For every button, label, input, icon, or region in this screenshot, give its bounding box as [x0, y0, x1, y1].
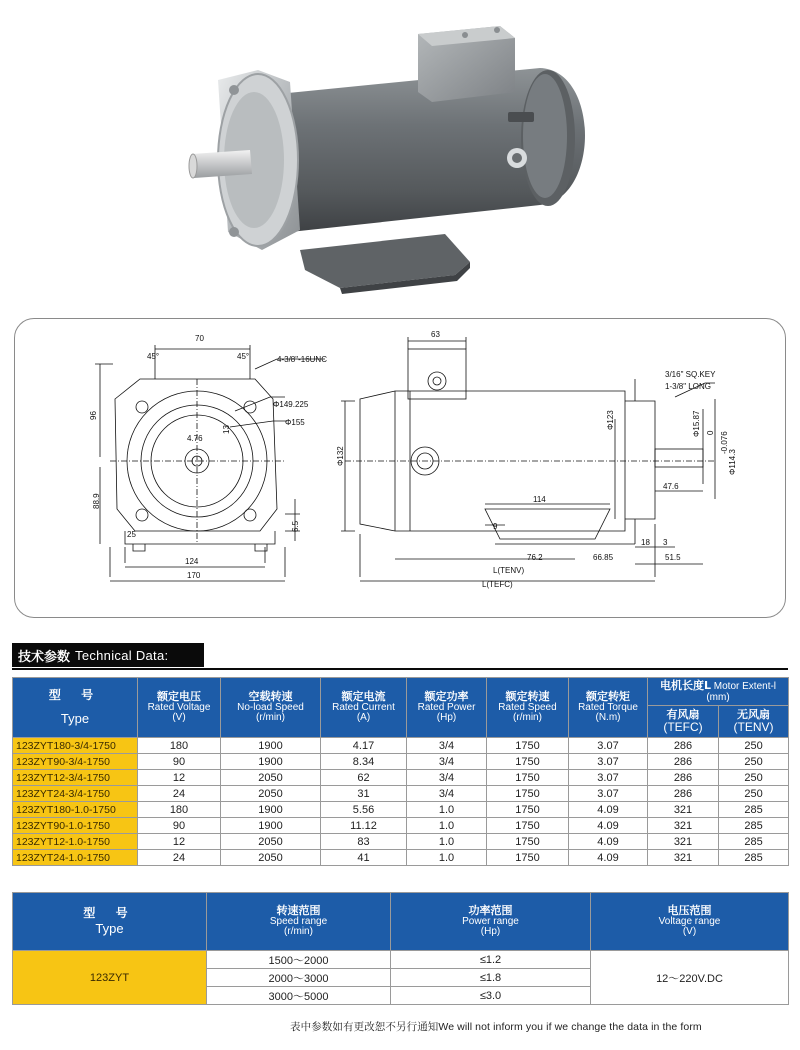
range-power-cell: ≤1.8: [391, 969, 591, 987]
section-divider: [12, 668, 788, 670]
cell-model: 123ZYT12-3/4-1750: [13, 770, 138, 786]
cell-rated-current: 31: [321, 786, 407, 802]
cell-length-tefc: 321: [648, 818, 719, 834]
dim-4-76: 4.76: [187, 434, 203, 443]
dim-25: 25: [127, 530, 136, 539]
range-speed-cell: 2000～3000: [207, 969, 391, 987]
cell-rated-torque: 4.09: [569, 818, 648, 834]
cell-rated-current: 41: [321, 850, 407, 866]
cell-length-tefc: 286: [648, 754, 719, 770]
table-row: [13, 786, 789, 802]
cell-rated-voltage: 24: [138, 786, 221, 802]
cell-rated-speed: 1750: [487, 834, 569, 850]
dim-114: 114: [533, 495, 546, 504]
cell-rated-speed: 1750: [487, 786, 569, 802]
cell-rated-power: 3/4: [407, 738, 487, 754]
cell-model: 123ZYT24-3/4-1750: [13, 786, 138, 802]
dim-124: 124: [185, 557, 199, 566]
cell-length-tenv: 250: [719, 770, 789, 786]
cell-noload-speed: 1900: [221, 754, 321, 770]
dim-63: 63: [431, 330, 440, 339]
dim-phi-155: Φ155: [285, 418, 305, 427]
dim-phi-149: Φ149.225: [273, 400, 309, 409]
cell-noload-speed: 1900: [221, 802, 321, 818]
cell-length-tenv: 285: [719, 802, 789, 818]
cell-rated-current: 62: [321, 770, 407, 786]
cell-length-tefc: 321: [648, 802, 719, 818]
cell-noload-speed: 1900: [221, 818, 321, 834]
cell-rated-speed: 1750: [487, 770, 569, 786]
dim-76-2: 76.2: [527, 553, 543, 562]
table-row: [13, 818, 789, 834]
dim-88-9: 88.9: [92, 493, 101, 509]
dim-l-tenv: L(TENV): [493, 566, 525, 575]
footnote-cn: 表中参数如有更改恕不另行通知: [290, 1021, 439, 1033]
cell-rated-current: 5.56: [321, 802, 407, 818]
range-header-power: 功率范围 Power range (Hp): [391, 893, 591, 951]
header-tefc: 有风扇 (TEFC): [648, 706, 719, 738]
dimension-drawing: [15, 319, 787, 619]
table-row: [13, 754, 789, 770]
cell-noload-speed: 2050: [221, 850, 321, 866]
cell-length-tenv: 285: [719, 834, 789, 850]
cell-rated-voltage: 90: [138, 754, 221, 770]
cell-noload-speed: 2050: [221, 786, 321, 802]
table-row: [13, 802, 789, 818]
dim-angle-right: 45°: [237, 352, 250, 361]
cell-model: 123ZYT24-1.0-1750: [13, 850, 138, 866]
cell-rated-torque: 4.09: [569, 834, 648, 850]
cell-rated-voltage: 180: [138, 802, 221, 818]
dim-phi-15-87: Φ15.87: [692, 410, 701, 437]
cell-rated-torque: 4.09: [569, 850, 648, 866]
cell-rated-voltage: 24: [138, 850, 221, 866]
dim-thread: 4-3/8"-16UNC: [277, 355, 327, 364]
dim-9: 9: [493, 522, 498, 531]
header-rated-torque: 额定转矩 Rated Torque (N.m): [569, 678, 648, 738]
cell-rated-current: 8.34: [321, 754, 407, 770]
dim-key: 3/16" SQ.KEY: [665, 370, 716, 379]
cell-length-tenv: 285: [719, 850, 789, 866]
dim-51-5: 51.5: [665, 553, 681, 562]
header-rated-current: 额定电流 Rated Current (A): [321, 678, 407, 738]
header-motor-extent: 电机长度L Motor Extent-l (mm): [648, 678, 789, 706]
table-row: [13, 834, 789, 850]
cell-length-tefc: 286: [648, 738, 719, 754]
cell-noload-speed: 1900: [221, 738, 321, 754]
cell-rated-torque: 3.07: [569, 738, 648, 754]
cell-rated-torque: 3.07: [569, 786, 648, 802]
cell-length-tenv: 250: [719, 738, 789, 754]
cell-rated-voltage: 180: [138, 738, 221, 754]
dim-96: 96: [89, 411, 98, 420]
cell-model: 123ZYT180-1.0-1750: [13, 802, 138, 818]
dim-l-tefc: L(TEFC): [482, 580, 513, 589]
footnote-en: We will not inform you if we change the data in the form: [438, 1021, 702, 1033]
dim-3: 3: [663, 538, 668, 547]
range-table: [12, 892, 789, 1005]
cell-noload-speed: 2050: [221, 770, 321, 786]
cell-rated-power: 3/4: [407, 754, 487, 770]
motor-photo: [0, 0, 800, 305]
cell-length-tefc: 286: [648, 786, 719, 802]
dim-6-5: 6.5: [291, 520, 300, 532]
header-noload-speed: 空载转速 No-load Speed (r/min): [221, 678, 321, 738]
cell-rated-power: 1.0: [407, 818, 487, 834]
technical-data-table: [12, 677, 789, 866]
dim-phi-114-3: Φ114.3: [728, 449, 737, 475]
section-title-cn: 技术参数: [18, 649, 71, 665]
cell-rated-torque: 3.07: [569, 770, 648, 786]
cell-rated-current: 83: [321, 834, 407, 850]
cell-length-tefc: 321: [648, 850, 719, 866]
cell-rated-power: 3/4: [407, 786, 487, 802]
dim-phi-132: Φ132: [336, 446, 345, 466]
dim-tol: -0.076: [720, 431, 729, 454]
dim-phi-123: Φ123: [606, 410, 615, 430]
cell-length-tenv: 250: [719, 786, 789, 802]
cell-length-tefc: 321: [648, 834, 719, 850]
range-header-voltage: 电压范围 Voltage range (V): [591, 893, 789, 951]
range-model: 123ZYT: [13, 951, 207, 1005]
range-header-speed: 转速范围 Speed range (r/min): [207, 893, 391, 951]
range-header-type: 型 号 Type: [13, 893, 207, 951]
dim-170: 170: [187, 571, 201, 580]
cell-rated-power: 1.0: [407, 802, 487, 818]
range-power-cell: ≤1.2: [391, 951, 591, 969]
dim-key-long: 1-3/8" LONG: [665, 382, 711, 391]
cell-rated-power: 3/4: [407, 770, 487, 786]
cell-model: 123ZYT90-3/4-1750: [13, 754, 138, 770]
cell-rated-speed: 1750: [487, 754, 569, 770]
cell-model: 123ZYT180-3/4-1750: [13, 738, 138, 754]
cell-rated-speed: 1750: [487, 850, 569, 866]
cell-length-tenv: 250: [719, 754, 789, 770]
range-speed-cell: 3000～5000: [207, 987, 391, 1005]
dim-13: 13: [222, 425, 231, 434]
header-tenv: 无风扇 (TENV): [719, 706, 789, 738]
cell-model: 123ZYT90-1.0-1750: [13, 818, 138, 834]
dim-angle-left: 45°: [147, 352, 160, 361]
cell-rated-torque: 4.09: [569, 802, 648, 818]
cell-rated-power: 1.0: [407, 850, 487, 866]
cell-rated-torque: 3.07: [569, 754, 648, 770]
section-title: [12, 643, 204, 667]
header-rated-speed: 额定转速 Rated Speed (r/min): [487, 678, 569, 738]
cell-rated-current: 11.12: [321, 818, 407, 834]
dimension-drawing-panel: [14, 318, 786, 618]
table-row: [13, 738, 789, 754]
cell-rated-current: 4.17: [321, 738, 407, 754]
header-type: 型 号 Type: [13, 678, 138, 738]
cell-rated-speed: 1750: [487, 802, 569, 818]
cell-noload-speed: 2050: [221, 834, 321, 850]
cell-rated-power: 1.0: [407, 834, 487, 850]
header-rated-power: 额定功率 Rated Power (Hp): [407, 678, 487, 738]
cell-length-tefc: 286: [648, 770, 719, 786]
range-voltage-cell: 12～220V.DC: [591, 951, 789, 1005]
table-row: [13, 850, 789, 866]
dim-66-85: 66.85: [593, 553, 614, 562]
range-power-cell: ≤3.0: [391, 987, 591, 1005]
cell-length-tenv: 285: [719, 818, 789, 834]
header-rated-voltage: 额定电压 Rated Voltage (V): [138, 678, 221, 738]
dim-tol-0: 0: [706, 430, 715, 435]
cell-rated-voltage: 12: [138, 834, 221, 850]
table-row: [13, 770, 789, 786]
technical-data-body: [13, 738, 789, 866]
cell-rated-speed: 1750: [487, 818, 569, 834]
dim-70: 70: [195, 334, 204, 343]
dim-18: 18: [641, 538, 650, 547]
cell-rated-speed: 1750: [487, 738, 569, 754]
dim-47-6: 47.6: [663, 482, 679, 491]
cell-model: 123ZYT12-1.0-1750: [13, 834, 138, 850]
section-title-en: Technical Data:: [75, 647, 169, 663]
cell-rated-voltage: 12: [138, 770, 221, 786]
cell-rated-voltage: 90: [138, 818, 221, 834]
range-speed-cell: 1500～2000: [207, 951, 391, 969]
footnote: [290, 1019, 790, 1034]
